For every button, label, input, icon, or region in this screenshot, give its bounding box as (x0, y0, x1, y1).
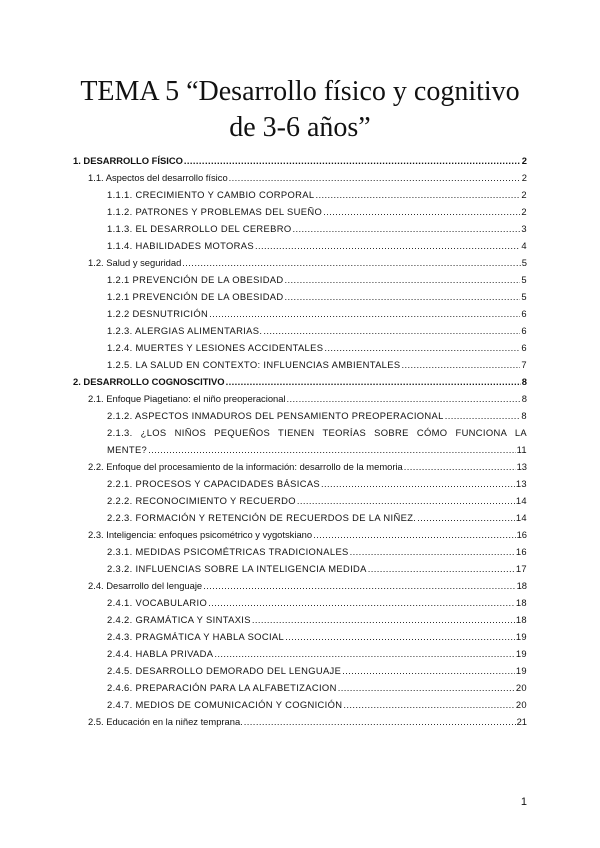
toc-entry[interactable] (73, 271, 527, 288)
toc-dot-leader (285, 288, 521, 305)
toc-entry-page: 6 (521, 342, 527, 353)
toc-entry-title: 2.2. Enfoque del procesamiento de la información: desarrollo de la memoria (88, 461, 403, 472)
toc-entry[interactable] (73, 169, 527, 186)
toc-entry-title: 2.1.3. ¿LOS NIÑOS PEQUEÑOS TIENEN TEORÍAS SOBRE CÓMO FUNCIONA LA (107, 427, 527, 438)
toc-entry-page: 19 (515, 665, 527, 676)
toc-dot-leader (244, 713, 516, 730)
toc-entry[interactable] (73, 356, 527, 373)
toc-dot-leader (368, 560, 515, 577)
toc-entry[interactable] (73, 594, 527, 611)
toc-dot-leader (263, 322, 520, 339)
toc-entry-page: 8 (521, 376, 527, 387)
toc-dot-leader (417, 509, 515, 526)
toc-dot-leader (148, 441, 515, 458)
toc-entry-title: 2.4.4. HABLA PRIVADA (107, 648, 214, 659)
toc-entry[interactable] (73, 458, 527, 475)
toc-entry-page: 21 (516, 716, 527, 727)
toc-entry-title: 2.4.2. GRAMÁTICA Y SINTAXIS (107, 614, 251, 625)
toc-entry[interactable] (73, 509, 527, 526)
toc-entry-page: 4 (521, 240, 527, 251)
toc-entry[interactable] (73, 492, 527, 509)
toc-entry-page: 7 (521, 359, 527, 370)
toc-dot-leader (252, 611, 515, 628)
toc-entry-title: 1.2.1 PREVENCIÓN DE LA OBESIDAD (107, 274, 284, 285)
toc-entry-page: 6 (521, 325, 527, 336)
toc-entry-page: 13 (516, 461, 527, 472)
toc-entry-title: 2.1. Enfoque Piagetiano: el niño preoperacional (88, 393, 286, 404)
toc-entry[interactable] (73, 152, 527, 169)
toc-entry-title: 1.2.1 PREVENCIÓN DE LA OBESIDAD (107, 291, 284, 302)
toc-entry-page: 20 (515, 699, 527, 710)
toc-entry-title: 2.4.1. VOCABULARIO (107, 597, 208, 608)
toc-dot-leader (184, 152, 521, 169)
toc-entry-title: 2.4.7. MEDIOS DE COMUNICACIÓN Y COGNICIÓN (107, 699, 343, 710)
toc-dot-leader (315, 186, 520, 203)
toc-entry[interactable] (73, 220, 527, 237)
toc-entry-title: 1. DESARROLLO FÍSICO (73, 155, 183, 166)
toc-entry-title: 2.3. Inteligencia: enfoques psicométrico y vygotskiano (88, 529, 313, 540)
toc-dot-leader (293, 220, 521, 237)
toc-entry-title: 2.4. Desarrollo del lenguaje (88, 580, 203, 591)
toc-entry-title: 2.4.3. PRAGMÁTICA Y HABLA SOCIAL (107, 631, 285, 642)
toc-entry-page: 5 (521, 257, 527, 268)
toc-entry[interactable] (73, 611, 527, 628)
toc-entry-page: 2 (521, 172, 527, 183)
toc-entry-page: 16 (516, 529, 527, 540)
toc-entry-title: 2.4.6. PREPARACIÓN PARA LA ALFABETIZACION (107, 682, 337, 693)
toc-dot-leader (182, 254, 520, 271)
toc-entry-page: 18 (515, 614, 527, 625)
toc-entry[interactable] (73, 662, 527, 679)
toc-entry[interactable] (73, 475, 527, 492)
toc-entry-page: 14 (515, 495, 527, 506)
toc-entry-page: 6 (521, 308, 527, 319)
toc-entry-page: 13 (515, 478, 527, 489)
toc-entry-page: 2 (521, 155, 527, 166)
toc-dot-leader (229, 169, 521, 186)
toc-entry-title: 2.3.1. MEDIDAS PSICOMÉTRICAS TRADICIONALES (107, 546, 349, 557)
toc-entry-page: 19 (515, 631, 527, 642)
toc-entry-title: 2.5. Educación en la niñez temprana. (88, 716, 243, 727)
toc-entry-title: 2.2.3. FORMACIÓN Y RETENCIÓN DE RECUERDOS DE LA NIÑEZ. (107, 512, 417, 523)
toc-entry-title: 2. DESARROLLO COGNOSCITIVO (73, 376, 225, 387)
toc-entry-title: 1.1.2. PATRONES Y PROBLEMAS DEL SUEÑO (107, 206, 323, 217)
toc-dot-leader (323, 203, 520, 220)
toc-entry[interactable] (73, 628, 527, 645)
toc-entry[interactable] (73, 322, 527, 339)
toc-entry-page: 19 (515, 648, 527, 659)
toc-dot-leader (342, 662, 515, 679)
toc-dot-leader (285, 628, 515, 645)
toc-entry-title: 1.2.4. MUERTES Y LESIONES ACCIDENTALES (107, 342, 324, 353)
toc-entry-title: 2.2.2. RECONOCIMIENTO Y RECUERDO (107, 495, 296, 506)
toc-entry[interactable] (73, 407, 527, 424)
document-title (60, 74, 540, 146)
toc-entry-title: 1.2.5. LA SALUD EN CONTEXTO: INFLUENCIAS AMBIENTALES (107, 359, 401, 370)
toc-entry[interactable] (73, 696, 527, 713)
toc-entry-title-continuation: MENTE? (107, 444, 148, 455)
toc-dot-leader (401, 356, 520, 373)
table-of-contents (73, 152, 527, 730)
toc-entry[interactable] (73, 339, 527, 356)
toc-entry-title: 2.2.1. PROCESOS Y CAPACIDADES BÁSICAS (107, 478, 321, 489)
toc-dot-leader (404, 458, 516, 475)
toc-dot-leader (209, 305, 520, 322)
page-number: 1 (520, 796, 527, 808)
toc-dot-leader (255, 237, 520, 254)
toc-dot-leader (343, 696, 514, 713)
toc-entry[interactable] (73, 526, 527, 543)
toc-entry[interactable] (73, 203, 527, 220)
toc-dot-leader (214, 645, 515, 662)
toc-entry-page: 2 (521, 189, 527, 200)
toc-entry-title: 1.1.4. HABILIDADES MOTORAS (107, 240, 254, 251)
toc-entry[interactable] (73, 577, 527, 594)
toc-entry-page: 2 (521, 206, 527, 217)
toc-entry-page: 11 (516, 444, 527, 455)
toc-dot-leader (338, 679, 515, 696)
toc-entry-title: 1.1. Aspectos del desarrollo físico (88, 172, 228, 183)
toc-entry-title: 2.3.2. INFLUENCIAS SOBRE LA INTELIGENCIA MEDIDA (107, 563, 367, 574)
toc-entry-page: 18 (516, 580, 527, 591)
toc-entry-page: 18 (515, 597, 527, 608)
toc-entry[interactable] (73, 186, 527, 203)
toc-dot-leader (287, 390, 521, 407)
toc-dot-leader (350, 543, 515, 560)
toc-entry-page: 14 (515, 512, 527, 523)
toc-entry-page: 16 (515, 546, 527, 557)
document-title-line-1: TEMA 5 “Desarrollo físico y cognitivo (80, 76, 520, 107)
toc-dot-leader (203, 577, 515, 594)
toc-dot-leader (285, 271, 521, 288)
toc-entry-page: 3 (521, 223, 527, 234)
toc-entry[interactable] (73, 288, 527, 305)
toc-entry-title: 1.1.3. EL DESARROLLO DEL CEREBRO (107, 223, 292, 234)
toc-entry-title: 2.1.2. ASPECTOS INMADUROS DEL PENSAMIENTO PREOPERACIONAL (107, 410, 444, 421)
toc-entry-page: 5 (521, 291, 527, 302)
toc-entry[interactable] (73, 390, 527, 407)
toc-entry-page: 5 (521, 274, 527, 285)
toc-entry[interactable] (73, 424, 527, 458)
toc-entry-page: 8 (521, 410, 527, 421)
toc-entry[interactable] (73, 237, 527, 254)
toc-dot-leader (208, 594, 515, 611)
toc-entry[interactable] (73, 713, 527, 730)
toc-entry-title: 1.2. Salud y seguridad (88, 257, 182, 268)
toc-entry[interactable] (73, 679, 527, 696)
toc-dot-leader (324, 339, 520, 356)
toc-entry[interactable] (73, 305, 527, 322)
toc-dot-leader (226, 373, 521, 390)
toc-entry[interactable] (73, 543, 527, 560)
toc-dot-leader (297, 492, 515, 509)
toc-entry[interactable] (73, 373, 527, 390)
toc-entry-page: 8 (521, 393, 527, 404)
document-title-line-2: de 3-6 años” (229, 112, 371, 143)
toc-entry-title: 1.1.1. CRECIMIENTO Y CAMBIO CORPORAL (107, 189, 315, 200)
toc-entry[interactable] (73, 560, 527, 577)
toc-dot-leader (445, 407, 521, 424)
toc-entry-title: 1.2.3. ALERGIAS ALIMENTARIAS. (107, 325, 263, 336)
toc-entry[interactable] (73, 254, 527, 271)
toc-entry[interactable] (73, 645, 527, 662)
toc-entry-title: 1.2.2 DESNUTRICIÓN (107, 308, 209, 319)
toc-dot-leader (321, 475, 515, 492)
toc-entry-page: 20 (515, 682, 527, 693)
toc-entry-title: 2.4.5. DESARROLLO DEMORADO DEL LENGUAJE (107, 665, 342, 676)
toc-dot-leader (313, 526, 515, 543)
toc-entry-page: 17 (515, 563, 527, 574)
